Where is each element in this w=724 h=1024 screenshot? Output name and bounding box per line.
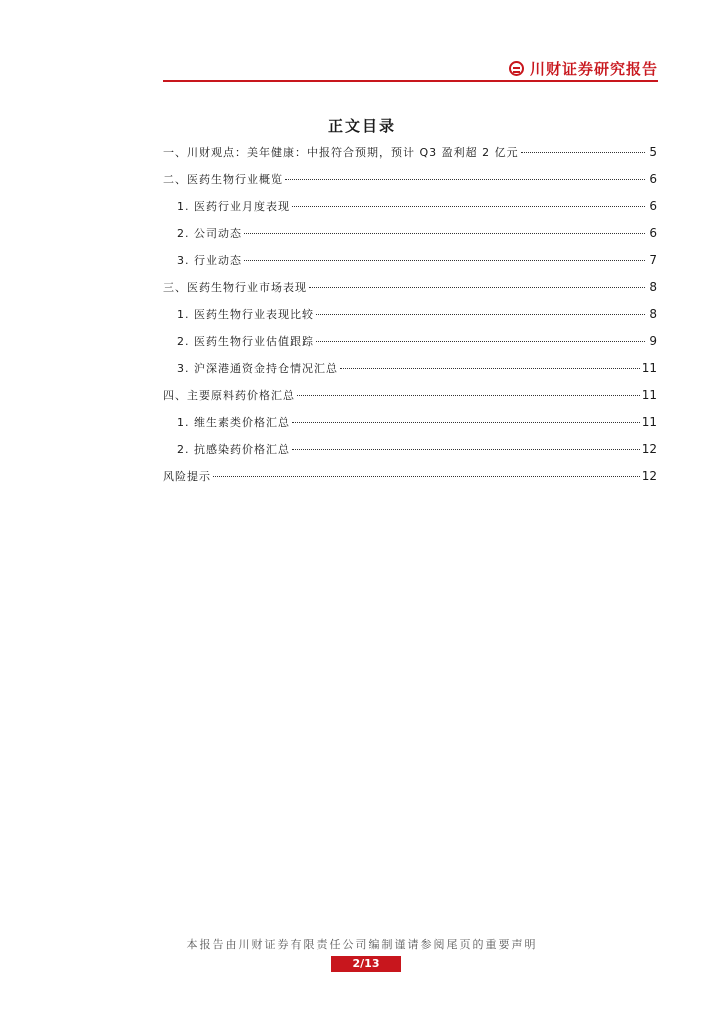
toc-entry-page: 6 [649,199,657,213]
brand [509,58,658,79]
toc-leader [285,179,645,180]
toc-entry-page: 8 [649,307,657,321]
toc-entry-page: 5 [649,145,657,159]
toc-entry-label: 3. 沪深港通资金持仓情况汇总 [177,362,338,375]
toc-entry[interactable] [163,441,657,468]
toc-entry[interactable] [163,360,657,387]
toc-entry-label: 二、医药生物行业概览 [163,173,283,186]
toc-entry-page: 12 [641,469,657,483]
toc-leader [340,368,640,369]
toc-leader [292,449,640,450]
toc-entry-label: 2. 公司动态 [177,227,242,240]
toc-entry-page: 11 [641,415,657,429]
toc-entry-label: 1. 维生素类价格汇总 [177,416,290,429]
toc-leader [244,233,645,234]
toc-entry-page: 11 [641,388,657,402]
table-of-contents [163,144,657,495]
toc-leader [292,206,645,207]
toc-entry[interactable] [163,252,657,279]
toc-leader [309,287,645,288]
toc-entry-page: 6 [649,172,657,186]
toc-entry[interactable] [163,414,657,441]
header-divider [163,80,658,82]
toc-leader [292,422,640,423]
toc-entry-label: 一、川财观点：美年健康：中报符合预期，预计 Q3 盈利超 2 亿元 [163,146,519,159]
toc-entry[interactable] [163,468,657,495]
toc-entry-label: 风险提示 [163,470,211,483]
toc-title: 正文目录 [327,117,396,135]
toc-entry[interactable] [163,387,657,414]
report-header [163,56,658,80]
toc-leader [316,341,645,342]
toc-entry[interactable] [163,225,657,252]
toc-entry-page: 9 [649,334,657,348]
toc-leader [244,260,645,261]
brand-name: 川财证券研究报告 [529,60,658,78]
toc-entry-label: 四、主要原料药价格汇总 [163,389,295,402]
toc-entry[interactable] [163,333,657,360]
toc-entry-label: 1. 医药生物行业表现比较 [177,308,314,321]
toc-entry[interactable] [163,171,657,198]
toc-entry-page: 6 [649,226,657,240]
toc-leader [213,476,640,477]
toc-entry-page: 12 [641,442,657,456]
page-number-badge: 2/13 [331,956,401,972]
toc-entry[interactable] [163,198,657,225]
footer-disclaimer: 本报告由川财证券有限责任公司编制谨请参阅尾页的重要声明 [186,938,538,951]
toc-entry[interactable] [163,279,657,306]
toc-entry-label: 2. 医药生物行业估值跟踪 [177,335,314,348]
toc-entry[interactable] [163,306,657,333]
toc-entry-label: 2. 抗感染药价格汇总 [177,443,290,456]
toc-entry-page: 7 [649,253,657,267]
toc-entry-label: 1. 医药行业月度表现 [177,200,290,213]
toc-leader [316,314,645,315]
toc-entry-page: 8 [649,280,657,294]
chuancai-logo-icon [509,61,524,76]
toc-entry-label: 3. 行业动态 [177,254,242,267]
toc-leader [521,152,645,153]
toc-entry-label: 三、医药生物行业市场表现 [163,281,307,294]
toc-entry-page: 11 [641,361,657,375]
toc-leader [297,395,640,396]
toc-entry[interactable] [163,144,657,171]
